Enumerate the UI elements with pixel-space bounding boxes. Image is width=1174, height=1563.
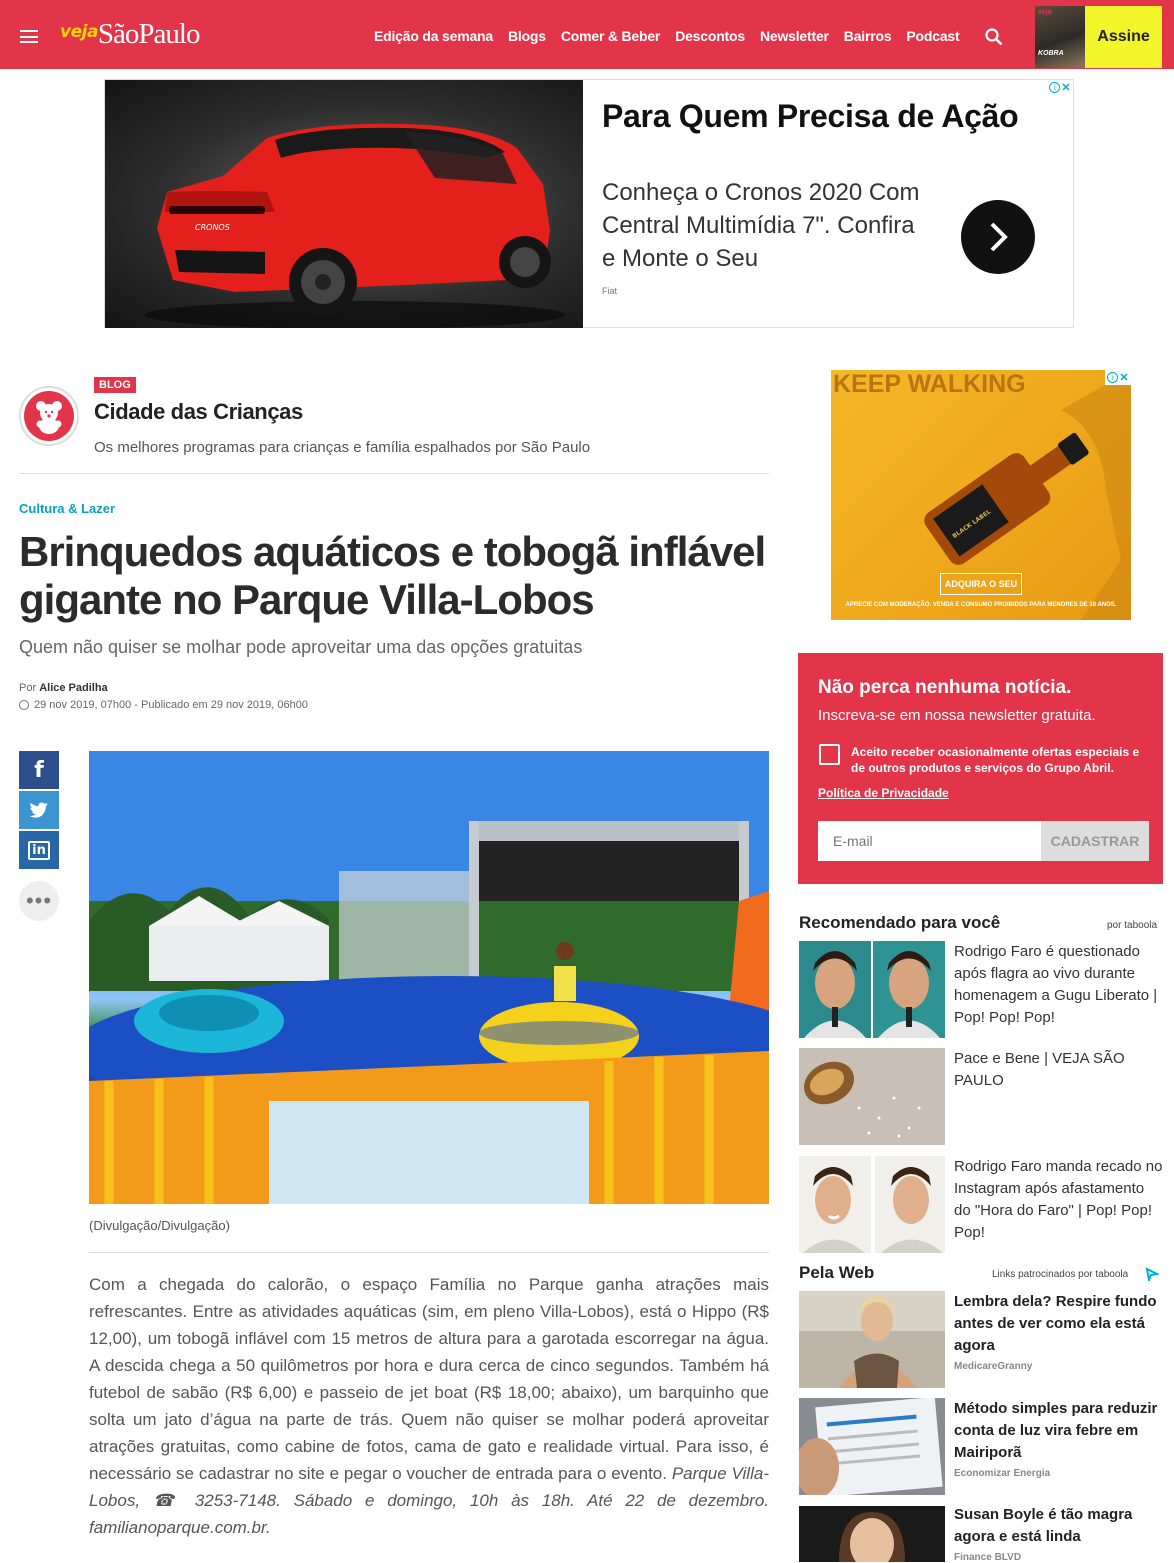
clock-icon xyxy=(19,700,29,710)
car-badge: CRONOS xyxy=(195,223,230,232)
article-title: Brinquedos aquáticos e tobogã inflável gigante no Parque Villa-Lobos xyxy=(19,528,766,623)
site-logo[interactable] xyxy=(60,18,199,51)
ad-car-image xyxy=(105,80,583,328)
divider xyxy=(89,1252,769,1253)
sponsored-item-source[interactable]: MedicareGranny xyxy=(954,1361,1033,1372)
logo-sao-paulo: SãoPaulo xyxy=(97,18,200,50)
sponsored-credit[interactable]: Links patrocinados por taboola xyxy=(992,1269,1129,1280)
cover-headline: KOBRA xyxy=(1038,50,1064,57)
recommended-item-title[interactable]: Rodrigo Faro manda recado no Instagram após afastamento do "Hora do Faro" | Pop! Pop! Pop! xyxy=(954,1158,1163,1241)
blog-name[interactable]: Cidade das Crianças xyxy=(94,399,303,424)
consent-checkbox[interactable] xyxy=(819,744,840,765)
menu-icon[interactable] xyxy=(20,30,38,43)
ad-legal-text: APRECIE COM MODERAÇÃO. VENDA E CONSUMO PROIBIDOS PARA MENORES DE 18 ANOS. xyxy=(845,602,1117,608)
newsletter-subtitle: Inscreva-se em nossa newsletter gratuita. xyxy=(818,707,1096,724)
email-field[interactable] xyxy=(818,821,1041,861)
share-linkedin-button[interactable] xyxy=(19,831,59,869)
divider xyxy=(19,473,769,474)
blog-badge: BLOG xyxy=(94,377,136,393)
recommended-item-title[interactable]: Rodrigo Faro é questionado após flagra ao vivo durante homenagem a Gugu Liberato | Pop! Pop! Pop! xyxy=(954,943,1158,1026)
recommended-thumb[interactable] xyxy=(799,941,945,1038)
ad-tagline: KEEP WALKING xyxy=(833,370,1026,398)
ad-advertiser: Fiat xyxy=(602,286,618,296)
article-body xyxy=(89,1271,769,1541)
article-subtitle: Quem não quiser se molhar pode aproveitar uma das opções gratuitas xyxy=(19,637,583,657)
newsletter-box xyxy=(798,653,1163,884)
facebook-icon: f xyxy=(34,757,44,783)
sponsored-item-source[interactable]: Economizar Energia xyxy=(954,1468,1051,1479)
taboola-icon[interactable] xyxy=(1145,1267,1159,1281)
blog-description: Os melhores programas para crianças e família espalhados por São Paulo xyxy=(94,439,591,456)
share-facebook-button[interactable] xyxy=(19,751,59,789)
newsletter-title: Não perca nenhuma notícia. xyxy=(818,677,1072,698)
nav-blogs[interactable]: Blogs xyxy=(507,28,546,44)
main-nav xyxy=(374,28,959,44)
sponsored-thumb[interactable] xyxy=(799,1291,945,1388)
nav-descontos[interactable]: Descontos xyxy=(675,28,745,44)
adchoices-icon[interactable]: i ✕ xyxy=(1047,80,1073,95)
author-name[interactable]: Alice Padilha xyxy=(39,682,108,694)
consent-label: Aceito receber ocasionalmente ofertas especiais e de outros produtos e serviços do Grupo Abril. xyxy=(851,745,1140,775)
share-twitter-button[interactable] xyxy=(19,791,59,829)
recommended-thumb[interactable] xyxy=(799,1156,945,1253)
top-navigation-bar xyxy=(0,0,1174,69)
linkedin-icon: in xyxy=(28,841,50,860)
article-byline xyxy=(19,682,108,694)
pela-web-title: Pela Web xyxy=(799,1263,875,1282)
byline-prefix: Por xyxy=(19,682,37,694)
twitter-icon xyxy=(29,802,49,818)
ad-description[interactable]: Conheça o Cronos 2020 Com Central Multimídia 7". Confira e Monte o Seu xyxy=(602,179,920,272)
privacy-policy-link[interactable]: Política de Privacidade xyxy=(818,786,949,800)
bottle-label: BLACK LABEL xyxy=(951,508,993,540)
nav-podcast[interactable]: Podcast xyxy=(906,28,960,44)
article-date xyxy=(19,699,308,711)
recommended-title: Recomendado para você xyxy=(799,913,1001,932)
subscribe-newsletter-button[interactable]: CADASTRAR xyxy=(1041,821,1149,861)
subscribe-button[interactable]: Assine xyxy=(1085,6,1162,68)
recommended-thumb[interactable] xyxy=(799,1048,945,1145)
ad-arrow-button[interactable] xyxy=(961,200,1035,274)
adchoices-icon[interactable]: i ✕ xyxy=(1105,370,1131,385)
nav-bairros[interactable]: Bairros xyxy=(843,28,892,44)
ad-title[interactable]: Para Quem Precisa de Ação xyxy=(602,98,1019,134)
nav-edicao-da-semana[interactable]: Edição da semana xyxy=(374,28,493,44)
photo-caption: (Divulgação/Divulgação) xyxy=(89,1218,230,1233)
ad-cta-button[interactable]: ADQUIRA O SEU xyxy=(940,573,1022,595)
sponsored-item-title[interactable]: Susan Boyle é tão magra agora e está linda xyxy=(954,1506,1133,1545)
sponsored-item-title[interactable]: Lembra dela? Respire fundo antes de ver como ela está agora xyxy=(954,1293,1157,1354)
nav-comer-beber[interactable]: Comer & Beber xyxy=(560,28,661,44)
article-category[interactable]: Cultura & Lazer xyxy=(19,501,116,516)
sponsored-thumb[interactable] xyxy=(799,1398,945,1495)
logo-veja: veja xyxy=(60,22,98,42)
sidebar-advertisement[interactable] xyxy=(831,370,1131,620)
cover-logo: veja xyxy=(1038,9,1052,16)
sponsored-item-source[interactable]: Finance BLVD xyxy=(954,1552,1022,1563)
article-photo xyxy=(89,751,769,1204)
magazine-cover-thumbnail[interactable] xyxy=(1035,6,1085,68)
article-paragraph: Com a chegada do calorão, o espaço Família no Parque ganha atrações mais refrescantes. Entre as atividades aquáticas (sim, em pleno Villa-Lobos), está o Hippo (R$ 12,00), um tobogã inflável com 15 metros de altura para a garotada escorregar na água. A descida chega a 50 quilômetros por hora e dura cerca de cinco segundos. Também há futebol de sabão (R$ 6,00) e passeio de jet boat (R$ 18,00; abaixo), um barquinho que solta um jato d’água na parte de trás. Quem não quiser se molhar poderá aproveitar atrações gratuitas, como cabine de fotos, cama de gato e realidade virtual. Para isso, é necessário se cadastrar no site e pegar o voucher de entrada para o evento. xyxy=(89,1275,769,1483)
taboola-credit[interactable]: por taboola xyxy=(1107,920,1158,931)
article-info[interactable]: Parque Villa-Lobos, ☎ 3253-7148. Sábado e domingo, 10h às 18h. Até 22 de dezembro. familianoparque.com.br. xyxy=(89,1464,769,1537)
sponsored-thumb[interactable] xyxy=(799,1506,945,1562)
sponsored-item-title[interactable]: Método simples para reduzir conta de luz vira febre em Mairiporã xyxy=(954,1400,1158,1461)
blog-avatar[interactable] xyxy=(19,386,79,446)
more-share-button[interactable]: ••• xyxy=(19,881,59,921)
search-icon[interactable] xyxy=(985,28,1003,46)
teddy-bear-icon xyxy=(24,391,74,441)
chevron-right-icon xyxy=(961,200,1035,274)
date-text: 29 nov 2019, 07h00 - Publicado em 29 nov 2019, 06h00 xyxy=(34,699,308,711)
nav-newsletter[interactable]: Newsletter xyxy=(759,28,829,44)
top-advertisement[interactable] xyxy=(104,79,1074,328)
recommended-item-title[interactable]: Pace e Bene | VEJA SÃO PAULO xyxy=(954,1050,1125,1089)
